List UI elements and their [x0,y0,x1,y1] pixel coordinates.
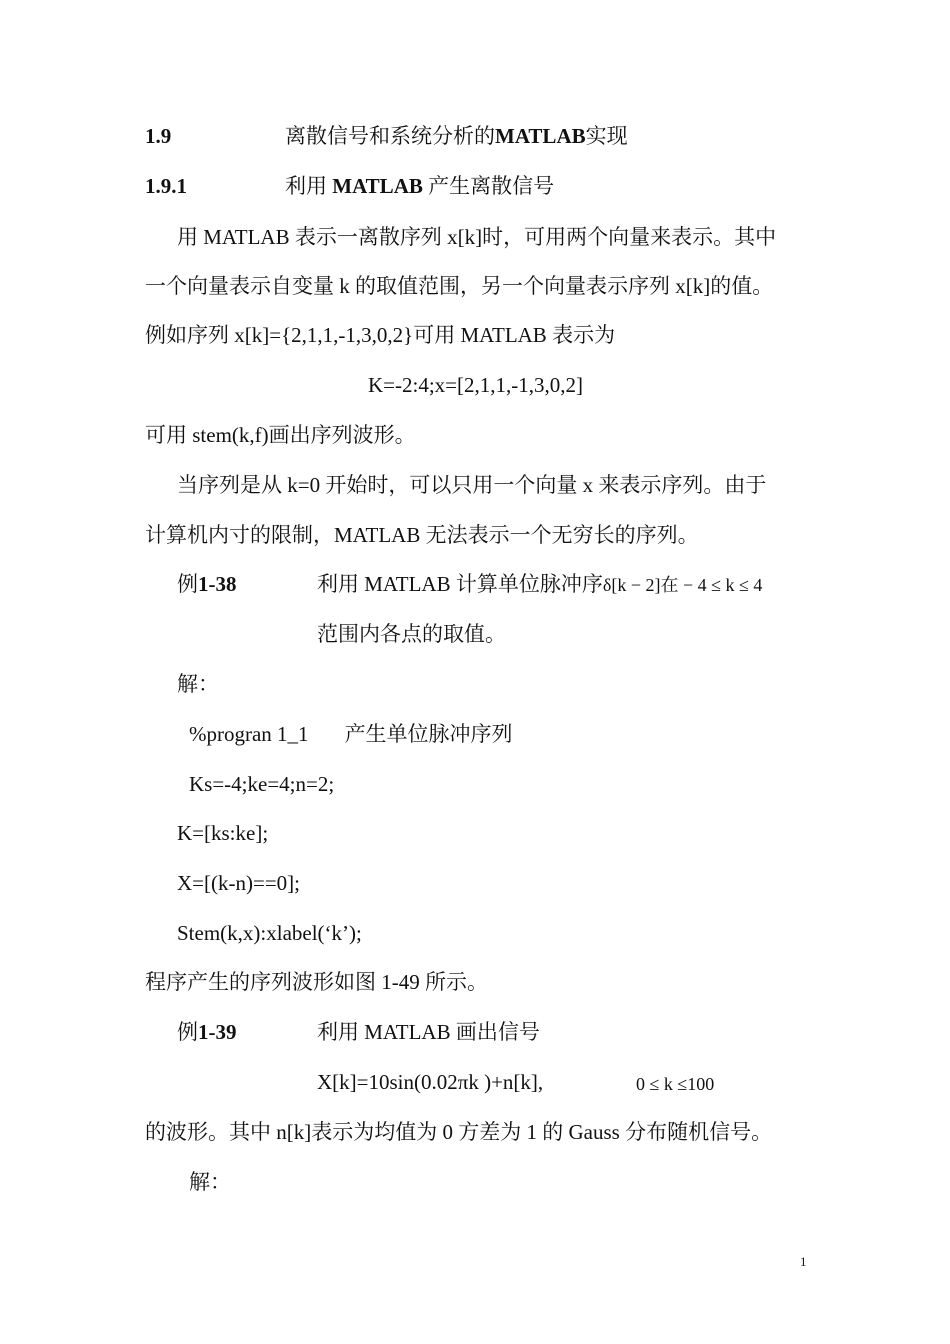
subsection-title [285,172,554,200]
example-1-38-text2: 范围内各点的取值。 [317,622,506,646]
section-title-matlab: MATLAB [495,124,586,148]
stem-line: 可用 stem(k,f)画出序列波形。 [145,423,416,447]
example-1-39-range: 0 ≤ k ≤100 [636,1074,715,1094]
para2-line2: 计算机内寸的限制，MATLAB 无法表示一个无穷长的序列。 [145,523,699,547]
para1-line1: 用 MATLAB 表示一离散序列 x[k]时，可用两个向量来表示。其中 [177,225,777,249]
example-1-39-formula: X[k]=10sin(0.02πk )+n[k], [317,1070,544,1094]
example-label-number: 1-38 [198,572,237,596]
code-line-5: Stem(k,x):xlabel(‘k’); [177,921,362,945]
page-number: 1 [800,1254,807,1269]
example-1-38-math: δ[k − 2]在 − 4 ≤ k ≤ 4 [602,575,763,595]
code-line-1 [189,720,513,748]
subsection-title-part1: 利用 [285,174,327,198]
para3: 的波形。其中 n[k]表示为均值为 0 方差为 1 的 Gauss 分布随机信号。 [145,1120,773,1144]
section-title-part2: 实现 [585,124,628,148]
subsection-title-matlab: MATLAB [332,174,423,198]
example-label-prefix: 例 [177,572,198,596]
para2-line1: 当序列是从 k=0 开始时，可以只用一个向量 x 来表示序列。由于 [177,473,767,497]
section-title-part1: 离散信号和系统分析的 [285,124,495,148]
code-line-3: K=[ks:ke]; [177,821,269,845]
example-1-39-text: 利用 MATLAB 画出信号 [317,1020,540,1044]
example-1-39-label [177,1018,237,1046]
centered-code: K=-2:4;x=[2,1,1,-1,3,0,2] [368,373,583,397]
code-line-1-comment: 产生单位脉冲序列 [344,722,513,746]
example-1-38-statement: 利用 MATLAB 计算单位脉冲序 [317,572,603,596]
code-line-4: X=[(k-n)==0]; [177,871,300,895]
code-line-1-text: %progran 1_1 [189,722,309,746]
example-label-prefix: 例 [177,1020,198,1044]
solution-label-2: 解： [189,1170,231,1194]
example-label-number: 1-39 [198,1020,237,1044]
example-1-38-text [317,570,762,599]
code-line-2: Ks=-4;ke=4;n=2; [189,772,335,796]
figure-reference: 程序产生的序列波形如图 1-49 所示。 [145,970,488,994]
solution-label-1: 解： [177,672,219,696]
section-number: 1.9 [145,124,172,148]
subsection-number: 1.9.1 [145,174,187,198]
para1-line3: 例如序列 x[k]={2,1,1,-1,3,0,2}可用 MATLAB 表示为 [145,323,616,347]
section-title [285,122,628,150]
example-1-38-label [177,570,237,598]
subsection-title-part2: 产生离散信号 [428,174,555,198]
para1-line2: 一个向量表示自变量 k 的取值范围，另一个向量表示序列 x[k]的值。 [145,274,774,298]
